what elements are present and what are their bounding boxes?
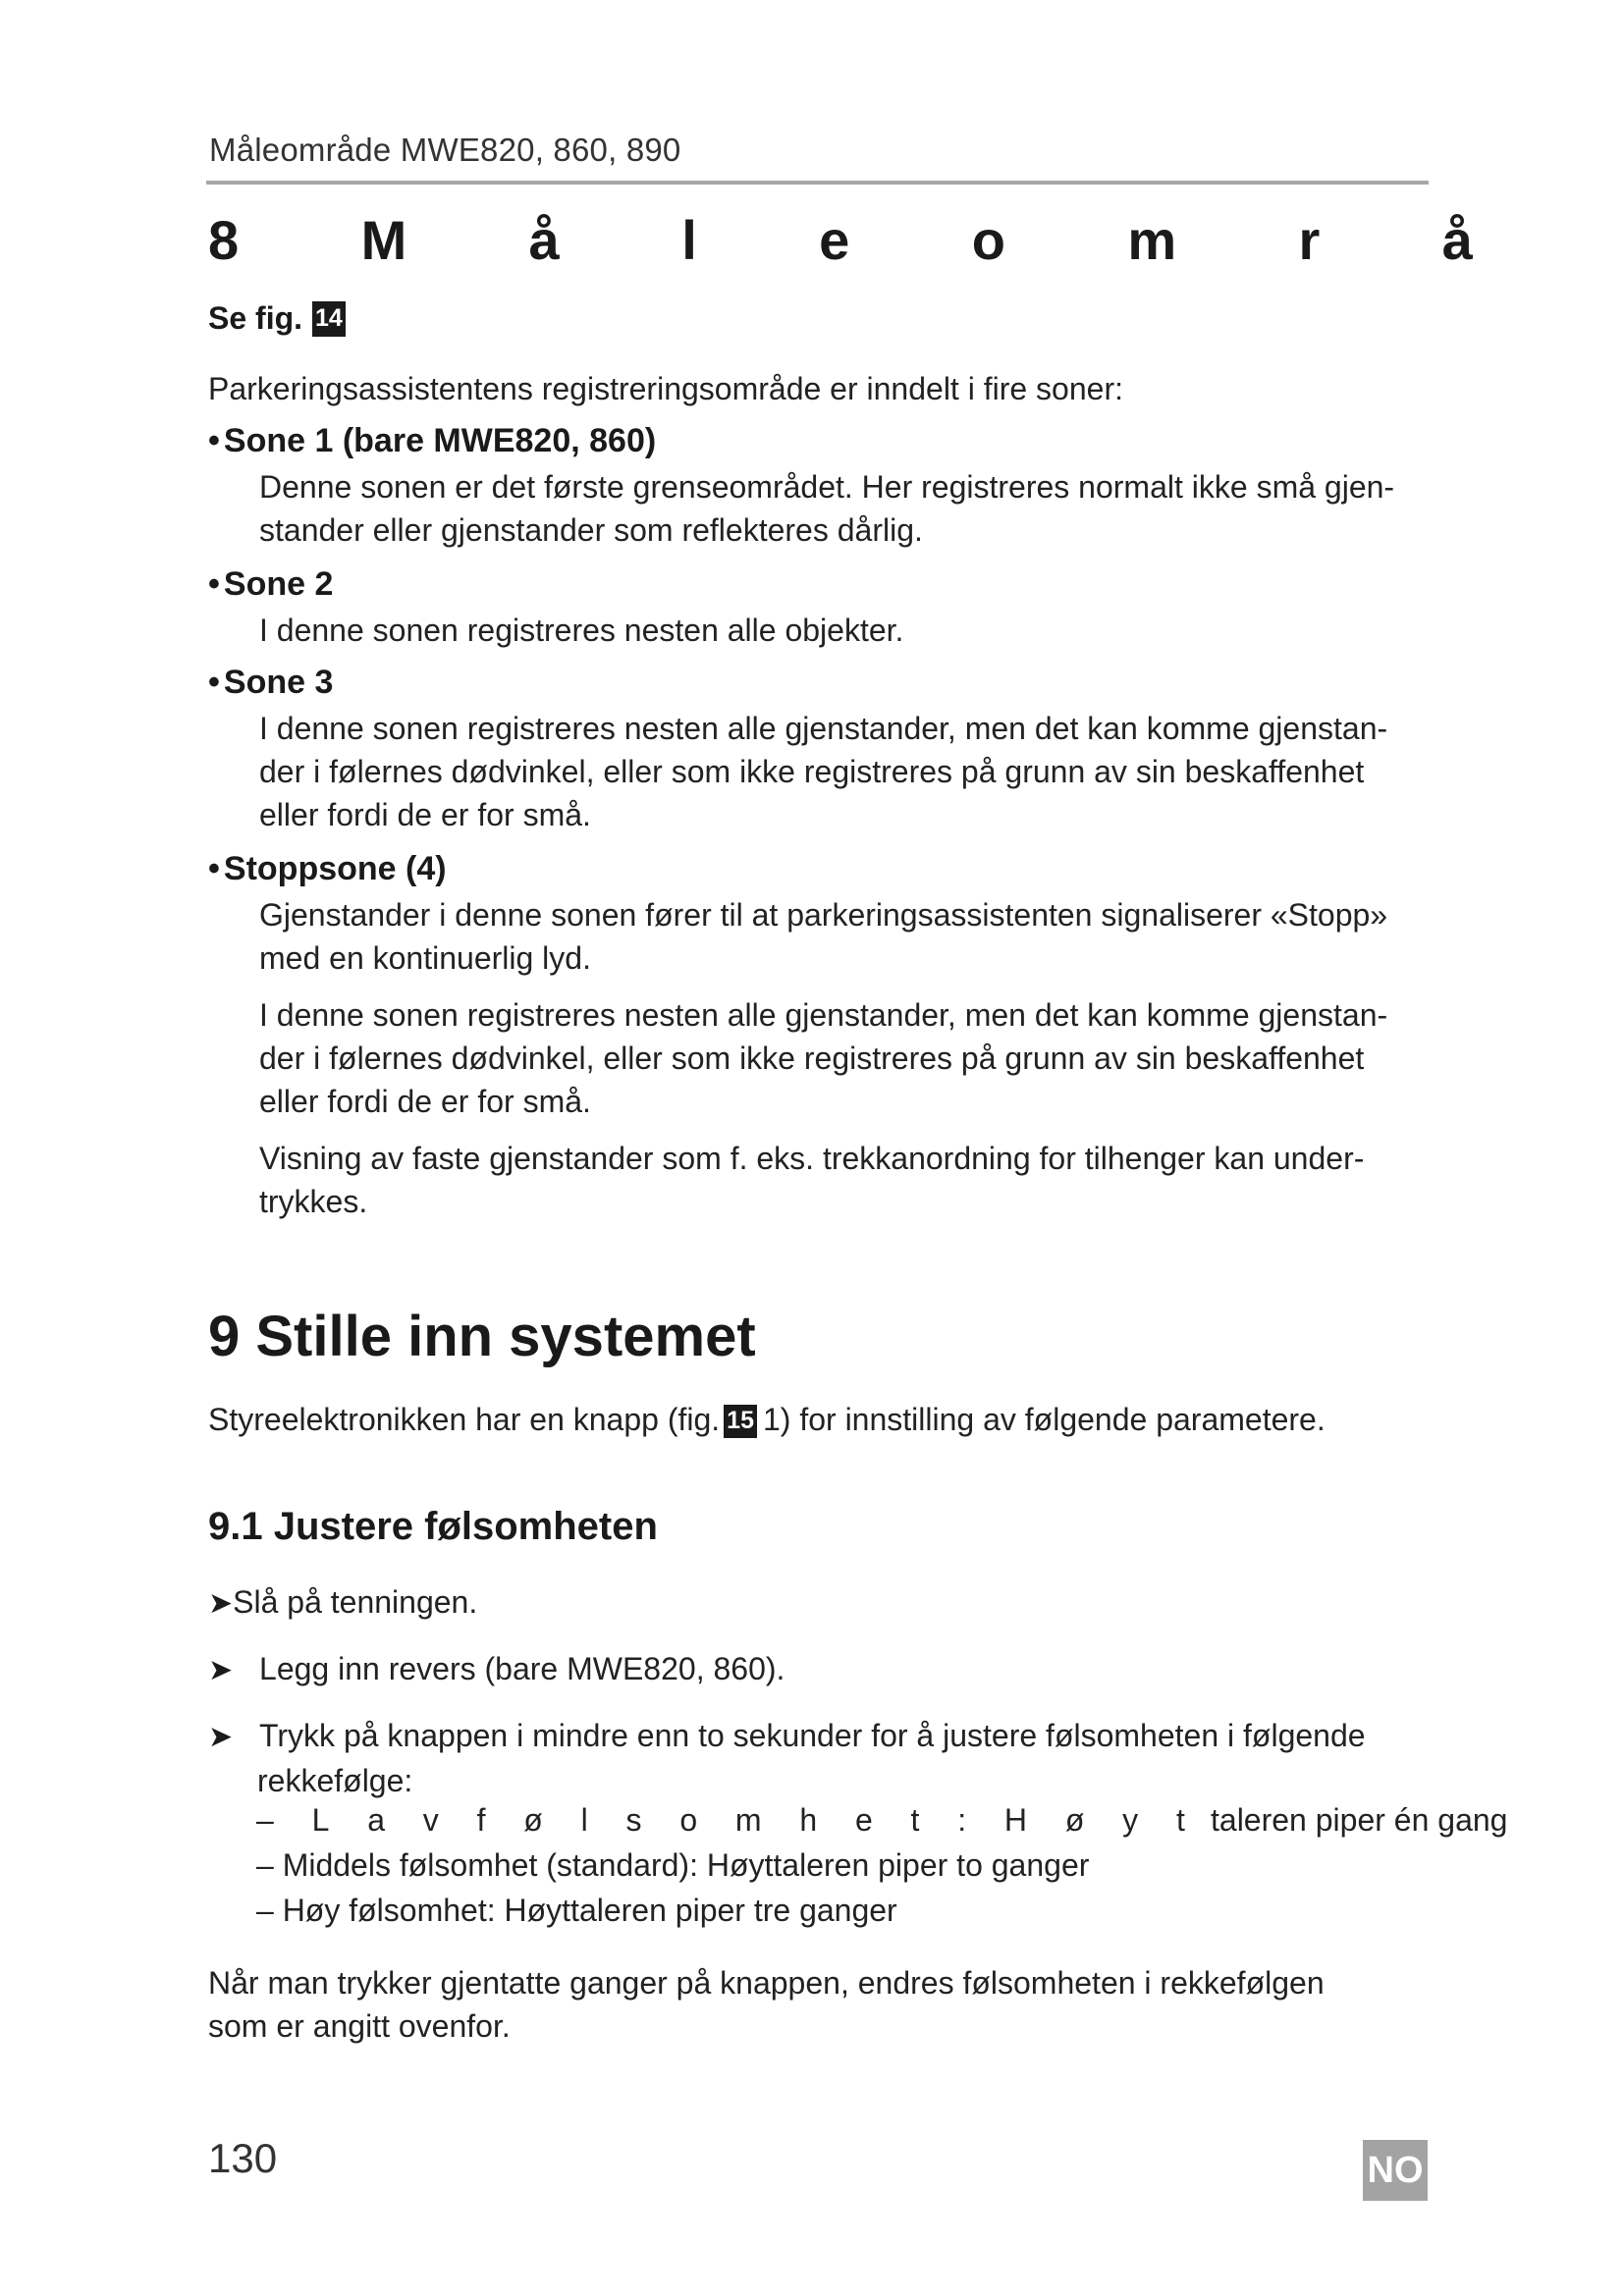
zone-3-text: I denne sonen registreres nesten alle gjenstander, men det kan komme gjenstan- der i følernes dødvinkel, eller som ikke registreres på grunn av sin beskaffenhet eller fordi de er for små. [259,711,1388,832]
stop-zone-text-1: Gjenstander i denne sonen fører til at parkeringsassistenten signaliserer «Stopp» med en kontinuerlig lyd. [259,897,1388,976]
figure-number-badge: 15 [724,1405,757,1438]
level-medium: – Middels følsomhet (standard): Høyttaleren piper to ganger [256,1847,1090,1883]
step-2: ➤ Legg inn revers (bare MWE820, 860). [208,1651,785,1686]
stop-zone-title: • Stoppsone (4) [208,850,447,887]
step-3: ➤ Trykk på knappen i mindre enn to sekunder for å justere følsomheten i følgende rekkefølge: [208,1718,1366,1798]
stop-zone-text-3: Visning av faste gjenstander som f. eks. trekkanordning for tilhenger kan under- trykkes. [259,1141,1365,1219]
step-1: ➤Slå på tenningen. [208,1584,478,1620]
zone-3-title: • Sone 3 [208,664,334,701]
level-high: – Høy følsomhet: Høyttaleren piper tre ganger [256,1893,897,1928]
heading-char: r [1298,209,1321,271]
zone-1-text: Denne sonen er det første grenseområdet. Her registreres normalt ikke små gjen- stander eller gjenstander som reflekteres dårlig. [259,469,1395,548]
bullet-icon: • [208,422,220,459]
language-badge: NO [1363,2140,1428,2201]
heading-char: å [528,209,560,271]
section-8-heading [208,208,1473,272]
section-9-heading: 9 Stille inn systemet [208,1305,756,1368]
header-rule [206,181,1429,185]
closing-paragraph: Når man trykker gjentatte ganger på knappen, endres følsomheten i rekkefølgen som er angitt ovenfor. [208,1965,1325,2044]
heading-char: 8 [208,209,240,271]
page-number: 130 [208,2135,278,2181]
section-9-1-heading: 9.1 Justere følsomheten [208,1505,658,1548]
zone-2-text: I denne sonen registreres nesten alle objekter. [259,613,904,648]
heading-char: l [681,209,697,271]
heading-char: m [1127,209,1177,271]
figure-number-badge: 14 [312,301,346,337]
running-header: Måleområde MWE820, 860, 890 [209,132,681,168]
arrow-icon: ➤ [208,1721,234,1753]
see-figure [208,300,346,337]
heading-char: o [971,209,1005,271]
stop-zone-text-2: I denne sonen registreres nesten alle gjenstander, men det kan komme gjenstan- der i følernes dødvinkel, eller som ikke registreres på grunn av sin beskaffenhet eller fordi de er for små. [259,997,1388,1119]
bullet-icon: • [208,850,220,887]
section-9-intro: Styreelektronikken har en knapp (fig. 15 1) for innstilling av følgende parametere. [208,1402,1326,1437]
heading-char: å [1441,209,1473,271]
bullet-icon: • [208,565,220,603]
arrow-icon: ➤ [208,1654,234,1686]
bullet-icon: • [208,664,220,701]
heading-char: e [819,209,850,271]
heading-char: M [360,209,407,271]
arrow-icon: ➤ [208,1587,234,1620]
section-8-intro: Parkeringsassistentens registreringsområde er inndelt i fire soner: [208,371,1123,406]
level-low: – L a v f ø l s o m h e t : H ø y t taleren piper én gang [256,1802,1508,1838]
see-figure-label: Se fig. [208,300,303,336]
zone-2-title: • Sone 2 [208,565,334,603]
zone-1-title: • Sone 1 (bare MWE820, 860) [208,422,657,459]
